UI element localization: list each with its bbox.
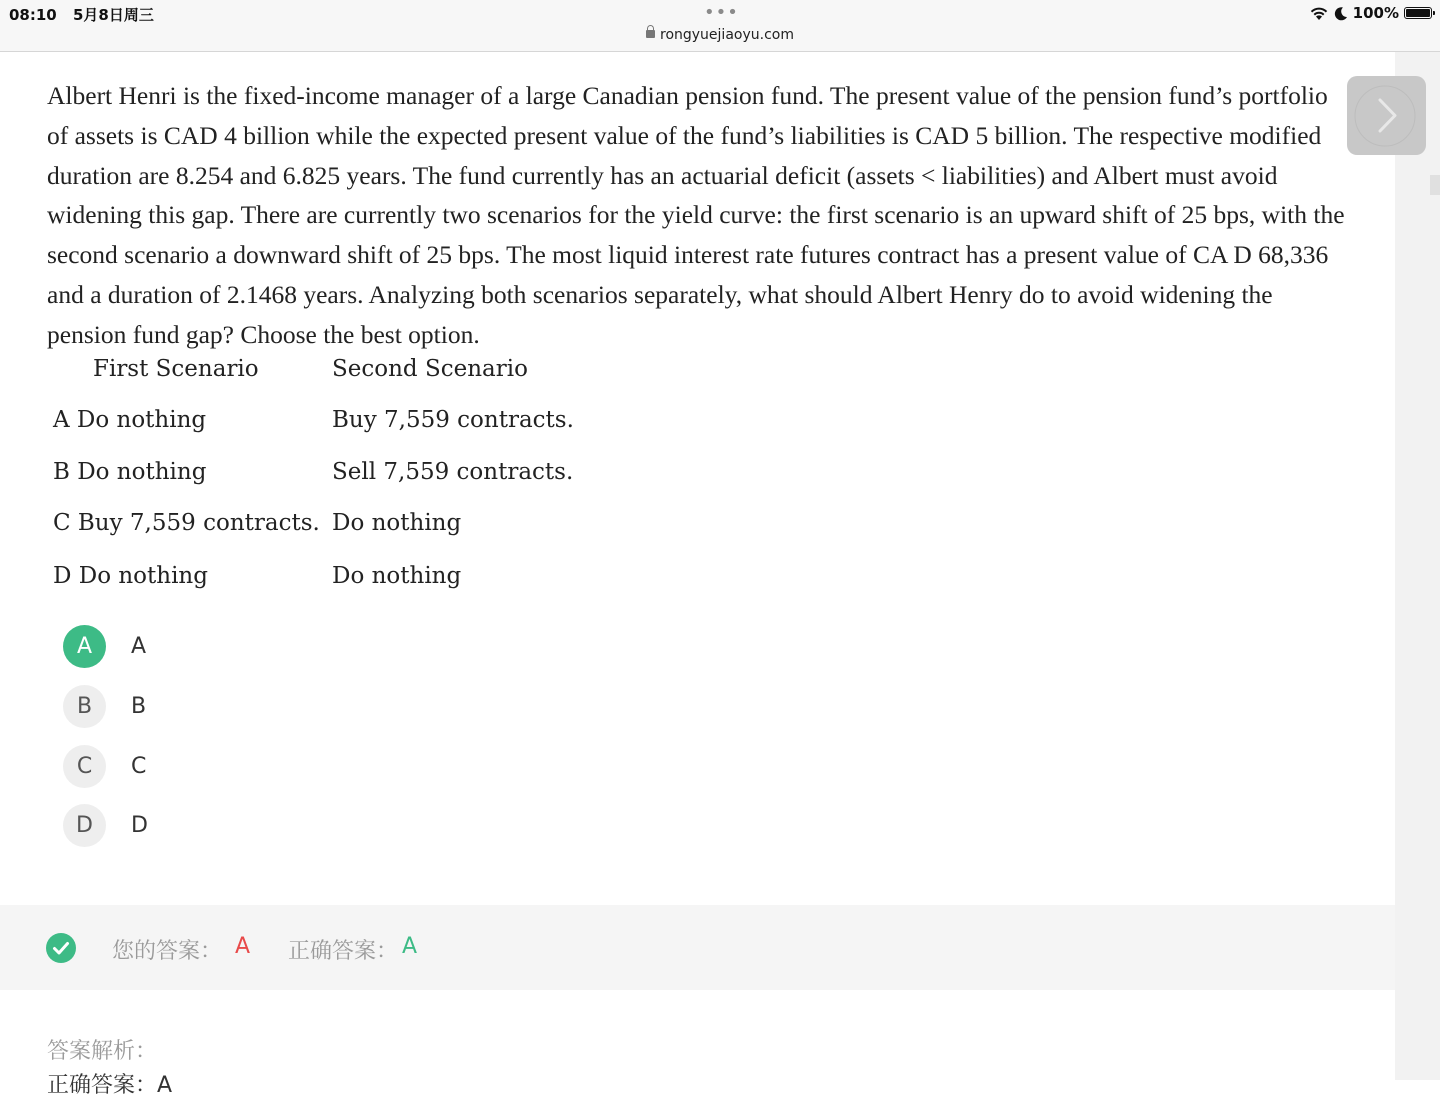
check-circle-icon bbox=[46, 933, 76, 963]
option-letter-badge[interactable]: B bbox=[63, 685, 106, 728]
first-scenario-cell: C Buy 7,559 contracts. bbox=[53, 510, 320, 536]
chevron-right-icon bbox=[1347, 76, 1426, 155]
analysis-label: 答案解析： bbox=[47, 1039, 158, 1064]
scrollbar-thumb[interactable] bbox=[1430, 175, 1440, 195]
option-letter-badge[interactable]: A bbox=[63, 625, 106, 668]
option-text[interactable]: C bbox=[131, 753, 147, 779]
lock-icon bbox=[646, 30, 655, 38]
option-a[interactable] bbox=[63, 624, 146, 668]
date-text: 5月8日周三 bbox=[72, 6, 154, 24]
next-question-button[interactable] bbox=[1347, 76, 1426, 155]
second-scenario-cell: Sell 7,559 contracts. bbox=[332, 459, 574, 485]
header-second-scenario: Second Scenario bbox=[332, 356, 528, 382]
second-scenario-cell: Buy 7,559 contracts. bbox=[332, 407, 574, 433]
correct-answer-value: A bbox=[402, 934, 418, 959]
wifi-icon bbox=[1309, 6, 1329, 21]
header-first-scenario: First Scenario bbox=[93, 356, 259, 382]
status-bar bbox=[0, 0, 1440, 52]
your-answer-value: A bbox=[235, 934, 251, 959]
address-bar[interactable] bbox=[0, 27, 1440, 43]
first-scenario-cell: D Do nothing bbox=[53, 563, 208, 589]
battery-icon bbox=[1404, 7, 1432, 19]
scrollbar-track[interactable] bbox=[1395, 52, 1440, 1080]
option-letter-badge[interactable]: C bbox=[63, 745, 106, 788]
option-letter-badge[interactable]: D bbox=[63, 804, 106, 847]
option-b[interactable] bbox=[63, 684, 146, 728]
your-answer-label: 您的答案： bbox=[112, 939, 223, 964]
option-c[interactable] bbox=[63, 744, 146, 788]
multitask-dots[interactable]: ••• bbox=[704, 2, 739, 23]
correct-answer-label: 正确答案： bbox=[288, 939, 399, 964]
second-scenario-cell: Do nothing bbox=[332, 510, 462, 536]
status-time bbox=[9, 4, 154, 25]
option-d[interactable] bbox=[63, 803, 148, 847]
url-text: rongyuejiaoyu.com bbox=[660, 27, 794, 43]
first-scenario-cell: B Do nothing bbox=[53, 459, 207, 485]
status-indicators bbox=[1309, 3, 1432, 23]
option-text[interactable]: D bbox=[131, 812, 148, 838]
option-text[interactable]: B bbox=[131, 693, 147, 719]
first-scenario-cell: A Do nothing bbox=[53, 407, 207, 433]
moon-icon bbox=[1334, 6, 1348, 21]
answer-result-bar bbox=[0, 905, 1395, 990]
clock-text: 08:10 bbox=[9, 6, 57, 24]
option-text[interactable]: A bbox=[131, 633, 147, 659]
second-scenario-cell: Do nothing bbox=[332, 563, 462, 589]
battery-percent: 100% bbox=[1352, 4, 1399, 22]
question-text: Albert Henri is the fixed-income manager of a large Canadian pension fund. The present value of the pension fund’s portfolio of assets is CAD 4 billion while the expected present value of the fund’s liabilities is CAD 5 billion. The respective modified duration are 8.254 and 6.825 years. The fund currently has an actuarial deficit (assets < liabilities) and Albert must avoid widening this gap. There are currently two scenarios for the yield curve: the first scenario is an upward shift of 25 bps, with the second scenario a downward shift of 25 bps. The most liquid interest rate futures contract has a present value of CA D 68,336 and a duration of 2.1468 years. Analyzing both scenarios separately, what should Albert Henry do to avoid widening the pension fund gap? Choose the best option. bbox=[47, 81, 1345, 349]
analysis-text: 正确答案：A bbox=[47, 1073, 173, 1098]
